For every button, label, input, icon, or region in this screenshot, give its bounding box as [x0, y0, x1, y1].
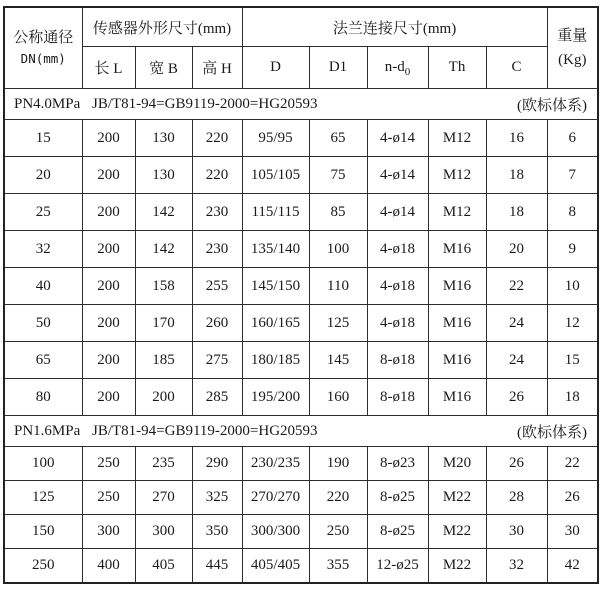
col-header-dn [4, 7, 82, 89]
table-cell: 4-ø18 [367, 268, 428, 305]
weight-title: 重量 [557, 28, 588, 44]
table-cell: 32 [4, 231, 82, 268]
table-cell: 200 [82, 157, 135, 194]
table-cell: 275 [192, 342, 242, 379]
col-header-ndo: $n-d_0$ [367, 47, 428, 89]
table-cell: 255 [192, 268, 242, 305]
table-cell: 200 [82, 268, 135, 305]
table-cell: M12 [428, 157, 486, 194]
table-cell: 230 [192, 231, 242, 268]
section-band-row [4, 89, 598, 120]
weight-unit: (Kg) [558, 52, 587, 68]
table-cell: M16 [428, 268, 486, 305]
table-cell: 445 [192, 549, 242, 584]
table-row [4, 305, 598, 342]
section-note-label: (欧标体系) [517, 97, 588, 114]
table-cell: 4-ø18 [367, 231, 428, 268]
table-cell: 130 [135, 157, 192, 194]
table-cell: 32 [486, 549, 547, 584]
table-cell: 110 [309, 268, 367, 305]
table-row [4, 515, 598, 549]
table-cell: 22 [547, 447, 598, 481]
table-cell: M22 [428, 515, 486, 549]
spec-table-container [3, 6, 599, 584]
table-body [4, 89, 598, 584]
table-cell: 8-ø25 [367, 515, 428, 549]
dn-subtitle: DN(mm) [20, 50, 66, 66]
table-cell: 12 [547, 305, 598, 342]
group-header-flange-dimensions: 法兰连接尺寸(mm) [242, 7, 547, 47]
table-cell: 30 [547, 515, 598, 549]
table-row [4, 481, 598, 515]
col-header-d1: D1 [309, 47, 367, 89]
table-cell: 142 [135, 194, 192, 231]
table-header [4, 7, 598, 89]
table-cell: 22 [486, 268, 547, 305]
col-header-d: D [242, 47, 309, 89]
table-cell: 260 [192, 305, 242, 342]
table-cell: 180/185 [242, 342, 309, 379]
table-row [4, 342, 598, 379]
section-standard-label: JB/T81-94=GB9119-2000=HG20593 [92, 95, 318, 112]
table-cell: M22 [428, 481, 486, 515]
table-cell: 15 [4, 120, 82, 157]
table-cell: 18 [547, 379, 598, 416]
table-row [4, 447, 598, 481]
table-cell: 130 [135, 120, 192, 157]
table-cell: 160 [309, 379, 367, 416]
col-header-weight [547, 7, 598, 89]
section-pressure-label: PN1.6MPa [14, 422, 81, 439]
table-cell: 25 [4, 194, 82, 231]
table-cell: 150 [4, 515, 82, 549]
table-cell: 350 [192, 515, 242, 549]
table-cell: 18 [486, 157, 547, 194]
table-cell: 4-ø18 [367, 305, 428, 342]
table-cell: 270/270 [242, 481, 309, 515]
table-cell: 405/405 [242, 549, 309, 584]
table-cell: 220 [192, 120, 242, 157]
table-cell: 200 [82, 120, 135, 157]
section-note-label: (欧标体系) [517, 424, 588, 441]
table-cell: 250 [309, 515, 367, 549]
dn-title: 公称通径 [13, 30, 74, 47]
table-cell: M20 [428, 447, 486, 481]
table-cell: 285 [192, 379, 242, 416]
table-cell: 75 [309, 157, 367, 194]
table-cell: 235 [135, 447, 192, 481]
table-cell: 250 [82, 481, 135, 515]
table-cell: 65 [4, 342, 82, 379]
table-row [4, 157, 598, 194]
section-band-row [4, 416, 598, 447]
table-cell: 26 [486, 379, 547, 416]
header-row-groups [4, 7, 598, 47]
table-cell: 125 [4, 481, 82, 515]
section-pressure-label: PN4.0MPa [14, 95, 81, 112]
table-cell: 145 [309, 342, 367, 379]
col-header-th: Th [428, 47, 486, 89]
table-cell: 20 [486, 231, 547, 268]
table-cell: 95/95 [242, 120, 309, 157]
table-cell: 160/165 [242, 305, 309, 342]
table-cell: 105/105 [242, 157, 309, 194]
table-cell: 50 [4, 305, 82, 342]
table-cell: 170 [135, 305, 192, 342]
table-cell: 142 [135, 231, 192, 268]
table-cell: 8-ø18 [367, 342, 428, 379]
table-cell: 8-ø23 [367, 447, 428, 481]
table-cell: 65 [309, 120, 367, 157]
header-row-columns [4, 47, 598, 89]
table-cell: 30 [486, 515, 547, 549]
table-cell: 9 [547, 231, 598, 268]
table-cell: 200 [135, 379, 192, 416]
table-cell: 135/140 [242, 231, 309, 268]
table-cell: M12 [428, 120, 486, 157]
col-header-c: C [486, 47, 547, 89]
table-row [4, 231, 598, 268]
table-cell: 200 [82, 342, 135, 379]
col-header-height: 高 H [192, 47, 242, 89]
table-cell: 190 [309, 447, 367, 481]
table-cell: 200 [82, 231, 135, 268]
table-cell: 12-ø25 [367, 549, 428, 584]
table-cell: 185 [135, 342, 192, 379]
table-cell: 24 [486, 305, 547, 342]
table-cell: M16 [428, 379, 486, 416]
table-cell: 80 [4, 379, 82, 416]
section-band-content [5, 421, 597, 442]
table-cell: 325 [192, 481, 242, 515]
table-cell: 300 [82, 515, 135, 549]
table-cell: 405 [135, 549, 192, 584]
table-cell: 250 [82, 447, 135, 481]
table-row [4, 194, 598, 231]
table-cell: 145/150 [242, 268, 309, 305]
table-cell: 200 [82, 379, 135, 416]
table-cell: 158 [135, 268, 192, 305]
col-header-width: 宽 B [135, 47, 192, 89]
table-cell: 10 [547, 268, 598, 305]
table-cell: 4-ø14 [367, 194, 428, 231]
table-cell: 6 [547, 120, 598, 157]
table-cell: 7 [547, 157, 598, 194]
table-row [4, 120, 598, 157]
table-cell: 8-ø25 [367, 481, 428, 515]
table-cell: 250 [4, 549, 82, 584]
table-cell: 24 [486, 342, 547, 379]
table-cell: 42 [547, 549, 598, 584]
table-cell: 230 [192, 194, 242, 231]
section-band-content [5, 94, 597, 115]
table-cell: 28 [486, 481, 547, 515]
table-cell: 85 [309, 194, 367, 231]
table-cell: 100 [4, 447, 82, 481]
table-cell: M16 [428, 342, 486, 379]
table-cell: 200 [82, 305, 135, 342]
table-cell: 195/200 [242, 379, 309, 416]
table-cell: 20 [4, 157, 82, 194]
table-cell: M16 [428, 231, 486, 268]
section-band-cell [4, 416, 598, 447]
table-cell: 15 [547, 342, 598, 379]
table-cell: 8-ø18 [367, 379, 428, 416]
table-cell: M22 [428, 549, 486, 584]
ndo-subscript: 0 [404, 66, 411, 78]
table-cell: 18 [486, 194, 547, 231]
table-cell: 100 [309, 231, 367, 268]
table-cell: 26 [547, 481, 598, 515]
table-cell: 270 [135, 481, 192, 515]
table-cell: 300 [135, 515, 192, 549]
dimension-spec-table [3, 6, 599, 584]
table-cell: M16 [428, 305, 486, 342]
table-row [4, 268, 598, 305]
table-cell: 8 [547, 194, 598, 231]
table-cell: 26 [486, 447, 547, 481]
table-cell: 4-ø14 [367, 157, 428, 194]
table-cell: 4-ø14 [367, 120, 428, 157]
table-cell: 355 [309, 549, 367, 584]
group-header-sensor-dimensions: 传感器外形尺寸(mm) [82, 7, 242, 47]
table-cell: 220 [309, 481, 367, 515]
table-cell: 300/300 [242, 515, 309, 549]
col-header-length: 长 L [82, 47, 135, 89]
table-row [4, 549, 598, 584]
section-band-cell [4, 89, 598, 120]
table-cell: M12 [428, 194, 486, 231]
section-standard-label: JB/T81-94=GB9119-2000=HG20593 [92, 422, 318, 439]
table-cell: 16 [486, 120, 547, 157]
table-cell: 40 [4, 268, 82, 305]
table-cell: 125 [309, 305, 367, 342]
table-cell: 230/235 [242, 447, 309, 481]
table-cell: 220 [192, 157, 242, 194]
table-cell: 200 [82, 194, 135, 231]
table-cell: 400 [82, 549, 135, 584]
table-cell: 290 [192, 447, 242, 481]
table-cell: 115/115 [242, 194, 309, 231]
table-row [4, 379, 598, 416]
